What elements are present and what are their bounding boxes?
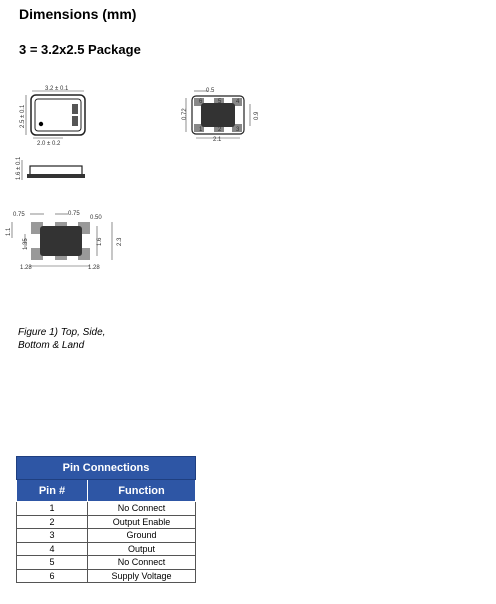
side-view	[16, 156, 85, 180]
table-row: 6 Supply Voltage	[17, 569, 196, 583]
table-row: 5 No Connect	[17, 556, 196, 570]
svg-text:1.28: 1.28	[88, 265, 100, 271]
svg-text:1: 1	[199, 127, 203, 133]
svg-text:6: 6	[199, 99, 203, 105]
side-height-dim: 1.6 ± 0.1	[16, 156, 22, 180]
svg-text:2: 2	[218, 127, 222, 133]
package-title: 3 = 3.2x2.5 Package	[19, 42, 141, 57]
svg-text:0.75: 0.75	[68, 211, 80, 217]
table-row: 1 No Connect	[17, 502, 196, 516]
top-height-dim: 2.5 ± 0.1	[20, 104, 26, 128]
table-row: 2 Output Enable	[17, 515, 196, 529]
svg-text:4: 4	[236, 99, 240, 105]
column-header-pin: Pin #	[17, 480, 88, 502]
bottom-view	[182, 88, 260, 143]
bottom-pitch-dim: 2.1	[213, 137, 222, 143]
svg-text:1.1: 1.1	[6, 227, 12, 236]
svg-text:0.75: 0.75	[13, 212, 25, 218]
table-title: Pin Connections	[17, 457, 196, 480]
svg-text:2.3: 2.3	[117, 237, 123, 246]
svg-text:1.6: 1.6	[97, 237, 103, 246]
svg-text:1.28: 1.28	[20, 265, 32, 271]
table-row: 4 Output	[17, 542, 196, 556]
pin-connections-table	[16, 456, 196, 583]
svg-text:3: 3	[236, 127, 240, 133]
svg-text:0.50: 0.50	[90, 215, 102, 221]
land-pattern	[6, 211, 123, 271]
top-view	[20, 86, 85, 147]
bottom-pad-dim: 0.5	[206, 88, 215, 94]
bottom-pad-h-dim: 0.9	[254, 111, 260, 120]
table-row: 3 Ground	[17, 529, 196, 543]
column-header-function: Function	[88, 480, 196, 502]
svg-text:1.35: 1.35	[23, 238, 29, 250]
top-width-dim: 3.2 ± 0.1	[45, 86, 69, 92]
figure-caption: Figure 1) Top, Side, Bottom & Land	[18, 327, 106, 351]
top-pad-dim: 2.0 ± 0.2	[37, 141, 61, 147]
dimensions-heading: Dimensions (mm)	[19, 6, 137, 22]
bottom-gap-dim: 0.72	[182, 108, 188, 120]
svg-text:5: 5	[218, 99, 222, 105]
